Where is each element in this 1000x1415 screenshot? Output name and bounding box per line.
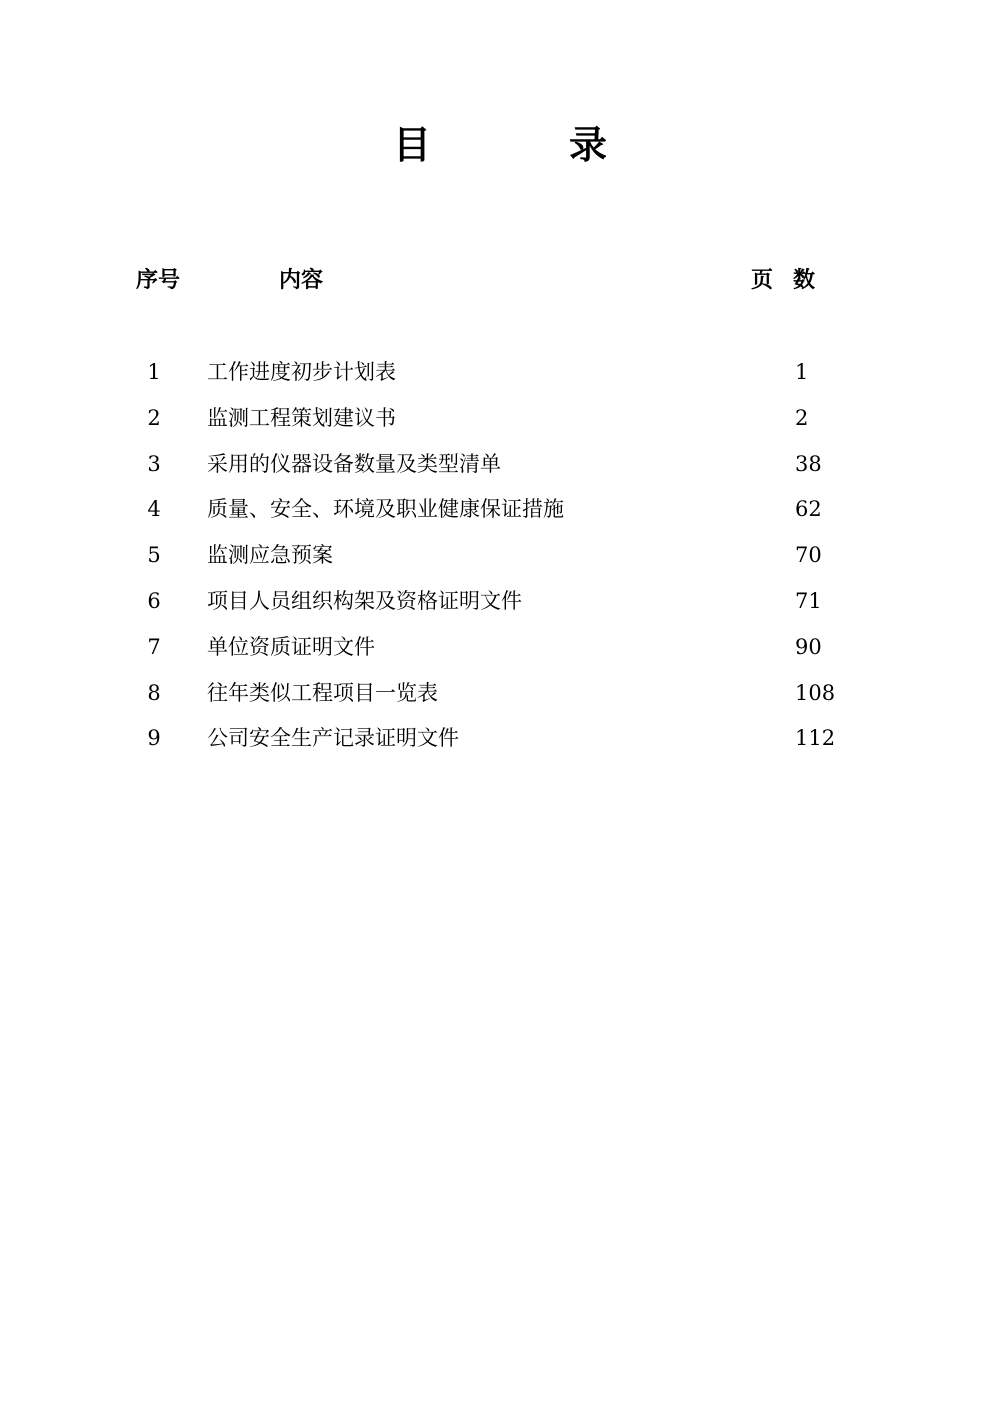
toc-entry: [0, 721, 1000, 767]
toc-entry-page: 62: [795, 497, 822, 522]
toc-entry-number: 9: [147, 726, 161, 751]
toc-entry-title: 单位资质证明文件: [207, 634, 375, 659]
toc-entry: [0, 630, 1000, 676]
toc-entry-number: 5: [147, 543, 161, 568]
toc-entry-page: 38: [795, 451, 822, 476]
header-no-label: 序号: [136, 267, 181, 293]
toc-entry-number: 7: [147, 634, 161, 659]
toc-entry-title: 公司安全生产记录证明文件: [207, 726, 459, 751]
toc-entry-title: 监测工程策划建议书: [207, 405, 396, 430]
toc-entry: [0, 492, 1000, 538]
toc-entry: [0, 584, 1000, 630]
toc-entry-number: 8: [147, 680, 161, 705]
toc-entry-title: 监测应急预案: [207, 543, 333, 568]
toc-entry: [0, 676, 1000, 722]
toc-entry-title: 采用的仪器设备数量及类型清单: [207, 451, 501, 476]
toc-entry: [0, 447, 1000, 493]
toc-entry: [0, 538, 1000, 584]
toc-entry-page: 2: [795, 405, 809, 430]
toc-entry-title: 项目人员组织构架及资格证明文件: [207, 588, 522, 613]
toc-entry-page: 90: [795, 634, 822, 659]
toc-entry-number: 6: [147, 588, 161, 613]
toc-entry-page: 1: [795, 360, 809, 384]
toc-entry-title: 往年类似工程项目一览表: [207, 680, 438, 705]
toc-entry-number: 4: [147, 497, 161, 522]
page-title: 目 录: [392, 122, 657, 167]
toc-entry: [0, 355, 1000, 401]
toc-entry-page: 71: [795, 588, 822, 613]
toc-entry-number: 2: [147, 405, 161, 430]
header-page-label: 页数: [751, 267, 836, 293]
header-content-label: 内容: [279, 267, 324, 293]
toc-header: [0, 264, 1000, 296]
toc-entry-page: 112: [795, 726, 836, 751]
toc-entry-page: 108: [795, 680, 836, 705]
toc-entry-title: 工作进度初步计划表: [207, 360, 396, 384]
toc-entry-title: 质量、安全、环境及职业健康保证措施: [207, 497, 564, 522]
toc-entry-page: 70: [795, 543, 822, 568]
toc-entry: [0, 401, 1000, 447]
toc-entry-number: 3: [147, 451, 161, 476]
toc-list: [0, 355, 1000, 767]
toc-entry-number: 1: [147, 360, 161, 384]
